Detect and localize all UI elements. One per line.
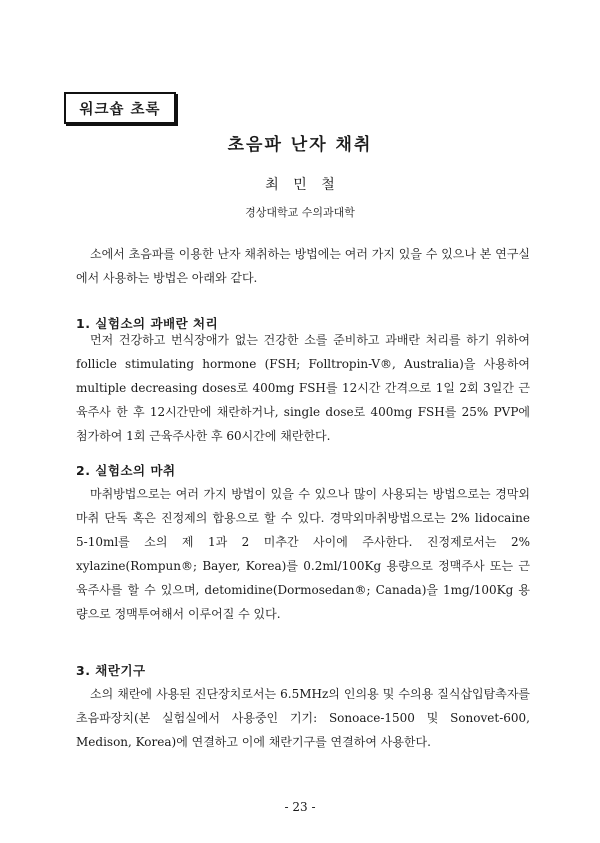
section-body-2: 마취방법으로는 여러 가지 방법이 있을 수 있으나 많이 사용되는 방법으로는 경막외마취 단독 혹은 진정제의 합용으로 할 수 있다. 경막외마취방법으로는 2% lidocaine 5-10ml를 소의 제 1과 2 미추간 사이에 주사한다. 진정제로서는 2% xylazine(Rompun®; Bayer, Korea)를 0.2ml/100Kg 용량으로 정맥주사 또는 근육주사를 할 수 있으며, detomidine(Dormosedan®; Canada)을 1mg/100Kg 용량으로 정맥투여해서 이루어질 수 있다. (76, 487, 530, 621)
author-name: 최 민 철 (265, 177, 335, 193)
section-heading-2: 2. 실험소의 마취 (76, 463, 176, 478)
section-heading-1: 1. 실험소의 과배란 처리 (76, 316, 219, 331)
author-affiliation: 경상대학교 수의과대학 (245, 206, 355, 219)
workshop-abstract-tag: 워크숍 초록 (64, 92, 176, 124)
section-body-3: 소의 채란에 사용된 진단장치로서는 6.5MHz의 인의용 및 수의용 질식삽입탐촉자를 초음파장치(본 실험실에서 사용중인 기기: Sonoace-1500 및 Sonovet-600, Medison, Korea)에 연결하고 이에 채란기구를 연결하여 사용한다. (76, 687, 530, 749)
page-number: - 23 - (284, 800, 316, 814)
section-heading-3: 3. 채란기구 (76, 663, 146, 678)
document-title: 초음파 난자 채취 (227, 135, 373, 155)
intro-paragraph: 소에서 초음파를 이용한 난자 채취하는 방법에는 여러 가지 있을 수 있으나 본 연구실에서 사용하는 방법은 아래와 같다. (76, 247, 530, 285)
section-body-1: 먼저 건강하고 번식장애가 없는 건강한 소를 준비하고 과배란 처리를 하기 위하여 follicle stimulating hormone (FSH; Folltropin-V®, Australia)을 사용하여 multiple decreasing doses로 400mg FSH를 12시간 간격으로 1일 2회 3일간 근육주사 한 후 12시간만에 채란하거나, single dose로 400mg FSH를 25% PVP에 첨가하여 1회 근육주사한 후 60시간에 채란한다. (76, 333, 530, 443)
